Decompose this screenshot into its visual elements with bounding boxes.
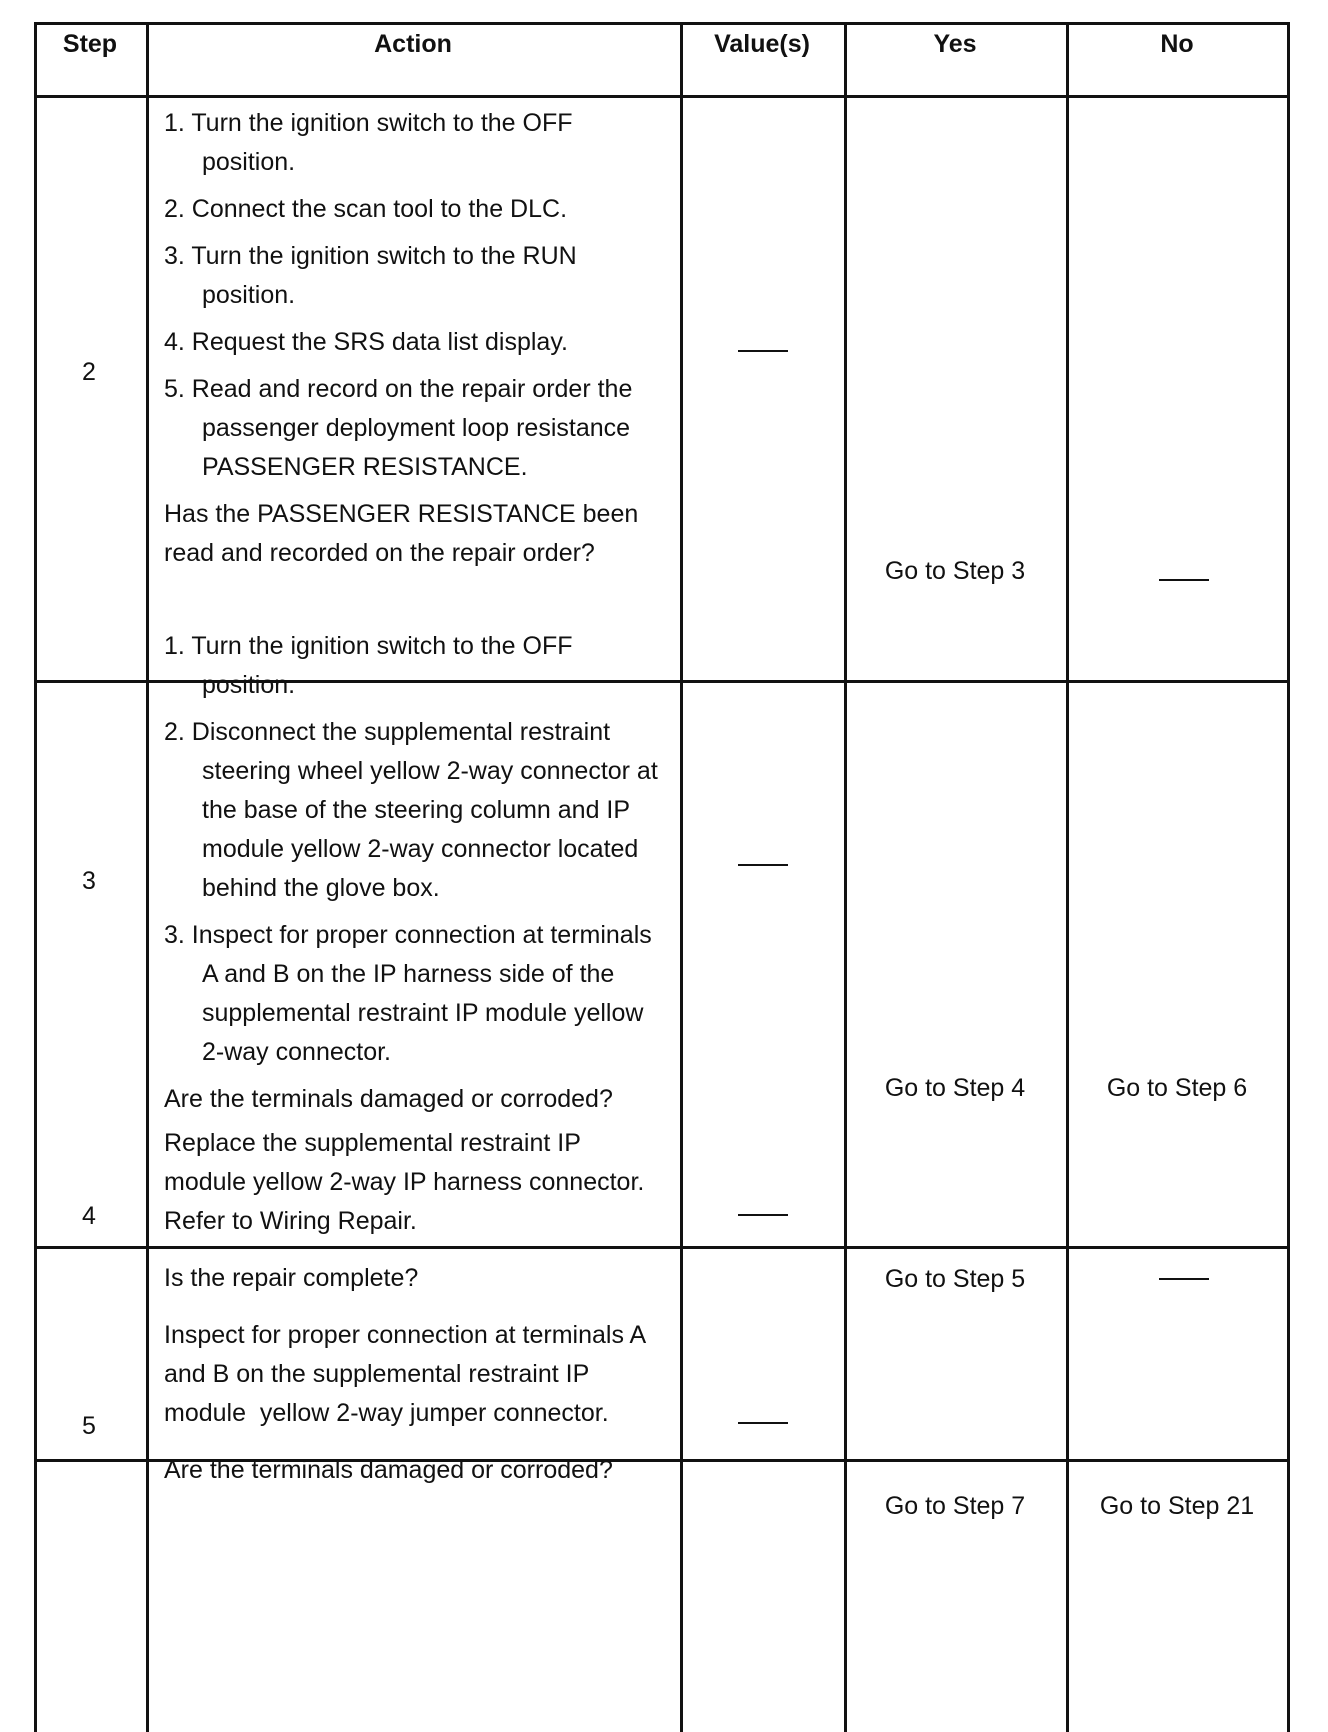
- step-number: 3: [82, 867, 96, 895]
- column-divider: [1066, 22, 1069, 1732]
- action-cell: [164, 627, 664, 1119]
- action-item: 2. Disconnect the supplemental restraint steering wheel yellow 2-way connector at the base of the steering column and IP module yellow 2-way connector located behind the glove box.: [164, 718, 658, 902]
- yes-answer: Go to Step 7: [884, 1492, 1026, 1520]
- action-question: Is the repair complete?: [164, 1264, 419, 1292]
- action-cell: [164, 104, 664, 573]
- yes-answer: Go to Step 3: [884, 557, 1026, 585]
- action-question: Are the terminals damaged or corroded?: [164, 1456, 613, 1484]
- action-item: 3. Inspect for proper connection at terminals A and B on the IP harness side of the supplemental restraint IP module yellow 2-way connector.: [164, 921, 652, 1066]
- action-item: 2. Connect the scan tool to the DLC.: [164, 195, 568, 223]
- column-divider: [844, 22, 847, 1732]
- no-answer: Go to Step 6: [1106, 1074, 1248, 1102]
- action-cell: [164, 1124, 664, 1298]
- action-item: 4. Request the SRS data list display.: [164, 328, 568, 356]
- step-number: 4: [82, 1202, 96, 1230]
- header-step: Step: [62, 30, 118, 58]
- value-none-dash: [738, 864, 788, 866]
- table-border-right: [1287, 22, 1290, 1732]
- header-yes: Yes: [933, 30, 977, 58]
- step-number: 2: [82, 358, 96, 386]
- action-question: Has the PASSENGER RESISTANCE been read and recorded on the repair order?: [164, 500, 639, 567]
- action-item: 1. Turn the ignition switch to the OFF position.: [164, 632, 573, 699]
- header-values: Value(s): [714, 30, 810, 58]
- header-divider: [34, 95, 1290, 98]
- value-none-dash: [738, 350, 788, 352]
- column-divider: [680, 22, 683, 1732]
- diagnostic-table: [34, 22, 1290, 1732]
- action-item: Replace the supplemental restraint IP module yellow 2-way IP harness connector. Refer to Wiring Repair.: [164, 1129, 645, 1235]
- no-answer-dash: [1159, 579, 1209, 581]
- action-item: 5. Read and record on the repair order the passenger deployment loop resistance PASSENGER RESISTANCE.: [164, 375, 633, 481]
- column-divider: [146, 22, 149, 1732]
- value-none-dash: [738, 1422, 788, 1424]
- action-question: Are the terminals damaged or corroded?: [164, 1085, 613, 1113]
- action-item: Inspect for proper connection at terminals A and B on the supplemental restraint IP module yellow 2-way jumper connector.: [164, 1321, 652, 1427]
- no-answer-dash: [1159, 1278, 1209, 1280]
- yes-answer: Go to Step 5: [884, 1265, 1026, 1293]
- header-action: Action: [374, 30, 452, 58]
- yes-answer: Go to Step 4: [884, 1074, 1026, 1102]
- table-border-top: [34, 22, 1290, 25]
- step-number: 5: [82, 1412, 96, 1440]
- action-item: 3. Turn the ignition switch to the RUN position.: [164, 242, 577, 309]
- value-none-dash: [738, 1214, 788, 1216]
- action-cell: [164, 1316, 664, 1490]
- header-no: No: [1160, 30, 1194, 58]
- no-answer: Go to Step 21: [1099, 1492, 1255, 1520]
- action-item: 1. Turn the ignition switch to the OFF position.: [164, 109, 573, 176]
- table-border-left: [34, 22, 37, 1732]
